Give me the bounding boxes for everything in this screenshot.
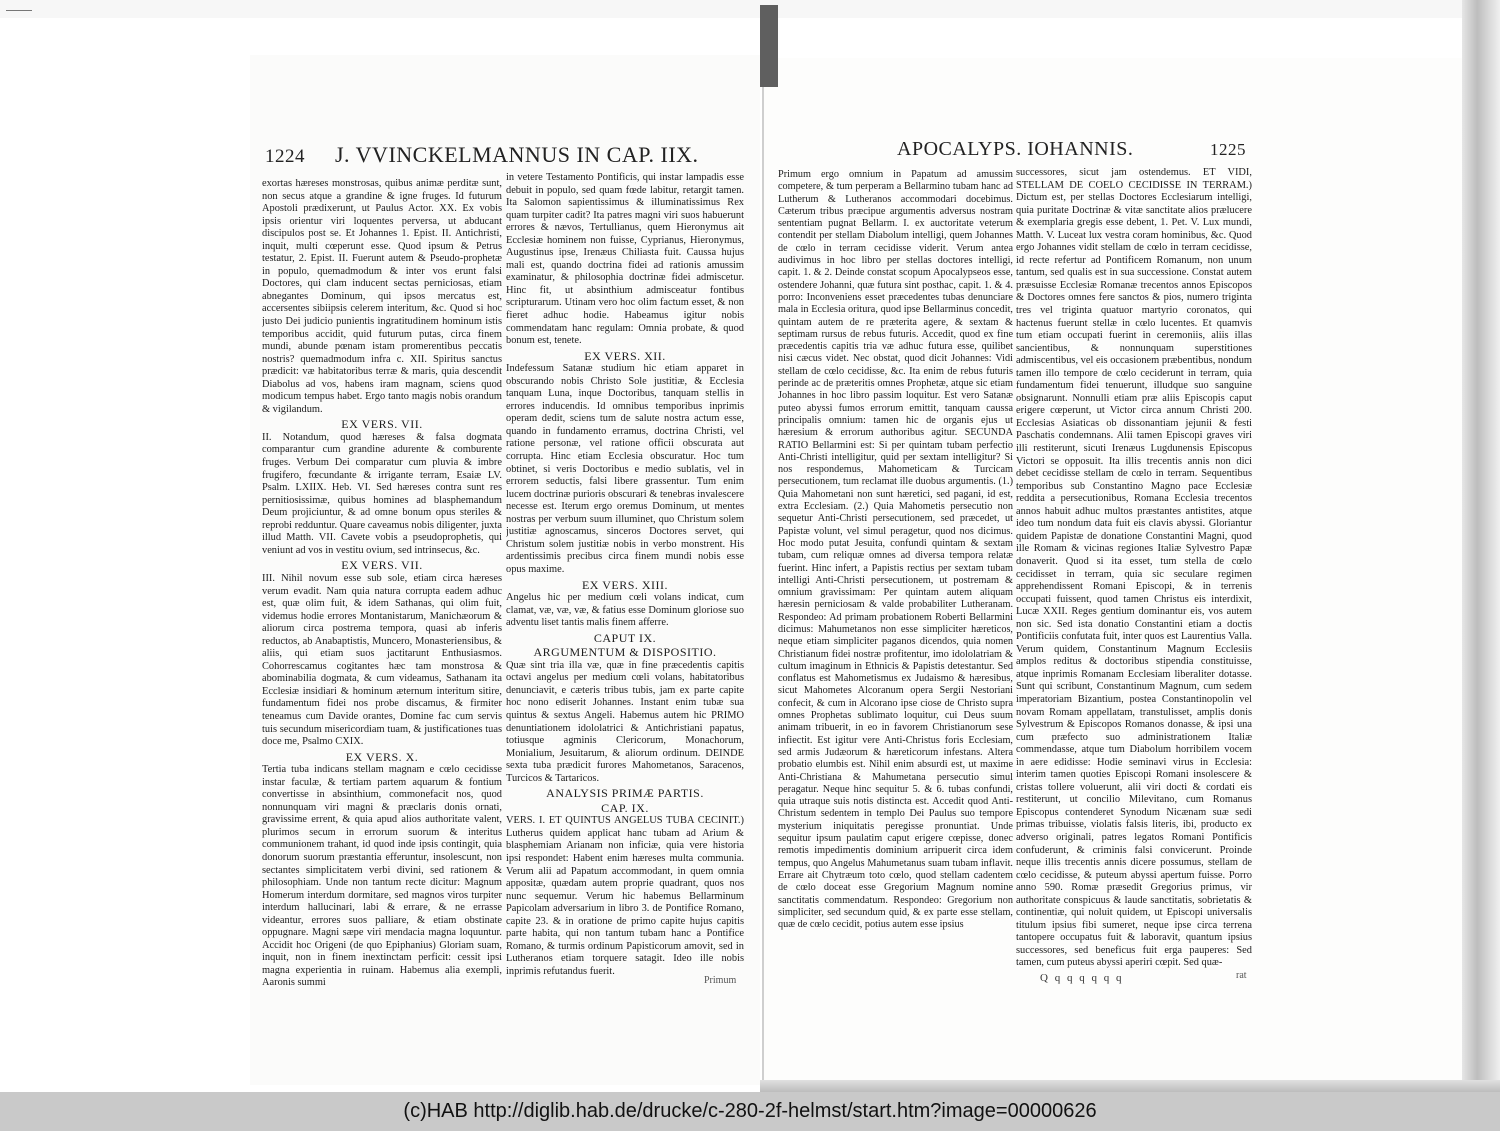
copyright-footer: [0, 1092, 1500, 1131]
paragraph: in vetere Testamento Pontificis, qui instar lampadis esse debuit in populo, sed quam fœde labitur, retargit tamen. Ita Salomon sapientissimus & illuminatissimus Rex quam turpiter cadit? Ita patres magni viri suos habuerunt errores & nævos, Tertullianus, quem Hieronymus ait Ecclesiæ hominem non fuisse, Cyprianus, Hieronymus, Augustinus ipse, Irenæus Chiliasta fuit. Caussa hujus mali est, quando doctrina fidei ad rationis amussim examinatur, & philosophia doctrinæ fidei admiscetur. Hinc fit, ut absinthium admisceatur fontibus scripturarum. Utinam vero hoc olim factum esset, & non fieret adhuc hodie. Habeamus igitur nobis commendatam hanc regulam: Omnia probate, & quod bonum est, tenete.: [506, 172, 744, 347]
paragraph: Primum ergo omnium in Papatum ad amussim competere, & tum perperam a Bellarmino tubam hanc ad Lutherum & Lutheranos accommodari docebimus. Cæterum tribus præcipue argumentis adversus nostram sententiam pugnat Bellarm. I. ex auctoritate veterum contendit per stellam Diabolum intelligi, quem Johannes de cœlo in terram cecidisse viderit. Verum antea audivimus in hoc libro per stellas doctores intelligi, capit. 1. & 2. Deinde constat scopum Apocalypseos esse, ostendere Johanni, quæ futura sint posthac, capit. 1. & 4. porro: Inconveniens esset præcedentes tubas denunciare mala in Ecclesia oritura, quod ipse Bellarminus concedit, quintam autem de re præterita agere, & sextam & septimam rursus de rebus futuris. Accedit, quod ex fine præcedentis capitis tria væ adhuc futura esse, quilibet nisi cæcus videt. Nec obstat, quod dicit Johannes: Vidi stellam de cœlo cecidisse, &c. Ita enim de rebus futuris perinde ac de præteritis omnes Prophetæ, atque sic etiam Johannes in hoc libro passim loquitur. Est vero Satanæ puteo abyssi fumos errorum emittit, tanquam caussa principalis omnium: tamen hic de organis ejus ut hæresium & errorum authoribus agitur. SECUNDA RATIO Bellarmini est: Si per quintam tubam perfectio Anti-Christi intelligitur, quid per sextam intelligitur? Si nos respondemus, Mahometicam & Turcicam persecutionem, tum reclamat ille duobus argumentis. (1.) Quia Mahometani non sunt hæretici, sed pagani, id est, extra Ecclesiam. (2.) Quia Mahometis persecutio non sequetur Anti-Christi persecutionem, sed præcedet, ut Papistæ volunt, vel simul peragetur, quod nos dicimus. Hoc modo putat Jesuita, confundi quintam & sextam tubam, cum reliquæ omnes ad diversa tempora relatæ fuerint. Hinc infert, a Papistis rectius per sextam tubam intelligi Anti-Christi persecutionem, ut postremam & omnium gravissimam: Per quintam autem aliquam hæresin perniciosam & valde probabiliter Lutheranam. Respondeo: Ad primam probationem Roberti Bellarmini dicimus: Mahumetanos non esse simpliciter hæreticos, neque etiam simpliciter paganos dicendos, quia nomen Christianum fidei nostræ profitentur, imo idololatriam & cultum imaginum in Ethnicis & Papistis detestantur. Sed conflatus est Mahometismus ex Judaismo & hæresibus, sicut Mahometes Alcoranum opera Sergii Nestoriani confecit, & cum in Alcorano ipse ciose de Christo supra omnes Prophetas sublimato loquitur, cui Deus suum animam tribuerit, in eo in favorem Christianorum sese infiectit. Est igitur vere Anti-Christus foris Ecclesiam, sed armis Judæorum & hæreticorum infestans. Altera probatio elumbis est. Nihil enim absurdi est, ut maxime Anti-Christiana & Mahumetana persecutio simul peragatur. Neque hinc sequitur 5. & 6. tubas confundi, quia utraque suis notis distincta est. Accedit quod Anti-Christum sedentem in templo Dei Paulus suo tempore mysterium iniquitatis peregisse pronuntiat. Unde sequitur ipsum paulatim caput erigere cœpisse, donec remotis impedimentis dominium arripuerit circa idem tempus, quo Angelus Mahumetanus suam tubam inflavit. Errare ait Chytræum toto cœlo, quod stellam cadentem de cœlo doceat esse Gregorium Magnum nomine sanctitatis commendatum. Respondeo: Gregorium non simpliciter, sed secundum quid, & ex parte esse stellam, quæ de cœlo cecidit, potius autem esse ipsius: [778, 169, 1013, 931]
footer-text: (c)HAB http://diglib.hab.de/drucke/c-280-2f-helmst/start.htm?image=00000626: [403, 1100, 1097, 1122]
section-heading: EX VERS. X.: [345, 749, 419, 764]
paragraph: Tertia tuba indicans stellam magnam e cœlo cecidisse instar faculæ, & tertiam partem aquarum & fontium convertisse in absinthium, commonefacit nos, quod nonnunquam viri magni & præclaris donis ornati, gravissime errent, & quia apud alios authoritate valent, plurimos secum in errorum suorum & interitus communionem trahant, id quod inde ipsis contingit, quia donorum suorum præstantia efferuntur, insolescunt, non sectantes simplicitatem verbi divini, sed rationem & philosophiam. Unde non tantum recte dicitur: Magnum Homerum interdum dormitare, sed magnos viros turpiter interdum hallucinari, labi & errare, & ne errasse videantur, errores suos palliare, & etiam obstinate oppugnare. Magni sæpe viri mendacia magna loquuntur. Accidit hoc Origeni (de quo Epiphanius) Gloriam suam, inquit, non in finem inextinctam perficit: cessit ipsi magna experientia in ruinam. Habemus alia exempli, Aaronis summi: [262, 764, 502, 989]
left-column-2: [506, 172, 744, 977]
section-heading: EX VERS. XIII.: [581, 577, 669, 592]
right-column-1: [778, 169, 1013, 969]
paragraph: II. Notandum, quod hæreses & falsa dogmata comparantur cum grandine adurente & comburente fruges. Verbum Dei comparatur cum pluvia & imbre frugifero, fœcundante & irrigante terram, Esaiæ LV. Psalm. LXIIX. Heb. VI. Sed hæreses contra sunt res pernitiosissimæ, quibus homines ad blasphemandum Deum projiciuntur, & ad omne bonum opus steriles & reprobi redduntur. Quare caveamus nobis diligenter, juxta illud Matth. VII. Cavete vobis a pseudoprophetis, qui veniunt ad vos in vestitu ovium, sed intrinsecus, &c.: [262, 431, 502, 556]
paragraph: Angelus hic per medium cœli volans indicat, cum clamat, væ, væ, væ, & fatius esse Dominum gloriose suo adventu liset tantis malis finem afferre.: [506, 592, 744, 629]
section-heading: CAP. IX.: [601, 800, 649, 815]
paragraph: VERS. I. ET QUINTUS ANGELUS TUBA CECINIT.) Lutherus quidem applicat hanc tubam ad Arium & blasphemiam Arianam non inficiæ, quia vere historia ipsi respondet: Habent enim hæreses multa communia. Verum alii ad Papatum accommodant, in quem omnia appositæ, quædam autem proprie quadrant, quos nos nunc sequemur. Verum hic habemus Bellarminum Papicolam adversarium in libro 3. de Pontifice Romano, capite 23. & in oratione de primo capite hujus capitis parte habita, qui non tantum tubam hanc a Pontifice Romano, & turmis ordinum Papisticorum amovit, sed in Lutheranos etiam torquere satagit. Ideo ille nobis inprimis refutandus fuerit.: [506, 815, 744, 977]
section-heading: ARGUMENTUM & DISPOSITIO.: [533, 645, 717, 660]
right-running-head: APOCALYPS. IOHANNIS.: [897, 138, 1134, 160]
paragraph: successores, sicut jam ostendemus. ET VIDI, STELLAM DE COELO CECIDISSE IN TERRAM.) Dictum est, per stellas Doctores Ecclesiarum intelligi, quia puritate Doctrinæ & vitæ sanctitate alios prælucere & exemplaria gregis esse debent, 1. Pet. V. Lux mundi, Matth. V. Luceat lux vestra coram hominibus, &c. Quod ergo Johannes vidit stellam de cœlo in terram cecidisse, id recte refertur ad Pontificem Romanum, non unum tantum, sed qualis est in sua successione. Constat autem præsuisse Ecclesiæ Romanæ trecentos annos Episcopos & Doctores omnes fere sanctos & pios, numero triginta tres vel triginta quatuor martyrio coronatos, qui hactenus fuerunt stellæ in cœlo lucentes. Et quamvis tum etiam occupati fuerint in ceremoniis, aliis illas sancientibus, & nonnunquam superstitiones admiscentibus, vel eis occasionem præbentibus, nondum tamen illo tempore de cœlo ceciderunt in terram, quia fundamentum fidei tenuerunt, illudque suo sanguine obsignarunt. Nonnulli etiam præ aliis Episcopis caput erigere cœperunt, ut Victor circa annum Christi 200. Ecclesias Asiaticas ob dissonantiam jejunii & festi Paschatis condemnans. Alii tamen Episcopi graves viri illi restiterunt, sicuti Irenæus Lugdunensis Episcopus Victori se opposuit. Ita illis trecentis annis non dici debet cecidisse stellam de cœlo in terram. Sequentibus temporibus sub Constantino Magno pace Ecclesiæ reddita a persecutionibus, Romana Ecclesia trecentos annos habuit adhuc multos præstantes antistites, atque ideo tum nondum data fuit eis clavis abyssi. Gloriantur quidem Papistæ de donatione Constantini Magni, quod ille Romam & vicinas regiones Italiæ Sylvestro Papæ donaverit. Quod si ita esset, tum stella de cœlo cecidisset in terram, quia sic seculare regimen apprehendissent Romani Episcopi, & in terrenis occupati fuissent, quod tamen Christus eis interdixit, Lucæ XXII. Reges gentium dominantur eis, vos autem non sic. Sed ista donatio Constantini etiam a doctis Pontificiis confutata fuit, inter quos est Laurentius Valla. Verum quidem, Constantinum Magnum Ecclesiis amplos reditus & doctoribus stipendia constituisse, atque inprimis Romanam Ecclesiam liberaliter dotasse. Sunt qui scribunt, Constantinum Magnum, cum sedem imperatoriam Bizantium, postea Constantinopolin vel novam Romam appellatam, transtulisset, amplis donis Sylvestrum & Episcopos Romanos donasse, & ipsi una cum præfecto suo administrationem Italiæ commendasse, atque tum Diabolum horribilem vocem in aere edidisse: Hodie seminavi virus in Ecclesia: interim tamen quoties Episcopi Romani insolescere & cristas tollere voluerunt, alii viri docti & cordati eis restiterunt, ut concilio Milevitano, cum Romanus Episcopus contenderet Synodum Nicænam suæ sedi primas tribuisse, violatis falsis literis, ibi, producto ex adverso originali, patres legatos Romani Pontificis confuderunt, & criminis falsi convicerunt. Proinde neque illis trecentis annis dicere possumus, stellam de cœlo cecidisse, & puteum abyssi apertum fuisse. Porro anno 590. Romæ præsedit Gregorius primus, vir authoritate conspicuus & laude sanctitatis, sobrietatis & continentiæ, qui noluit quidem, ut Episcopi universalis titulum ipsius fibi sumeret, neque ipse circa terrena tantopere occupatus fuit & laboravit, quantum ipsius successores, sed beneficus fuit erga pauperes: Sed tamen, cum puteus abyssi aperiri cœpit. Sed quæ-: [1016, 167, 1252, 969]
section-heading: EX VERS. XII.: [584, 348, 666, 363]
section-heading: EX VERS. VII.: [341, 558, 423, 573]
scan-top-margin: [0, 0, 1500, 18]
left-catchword: Primum: [704, 975, 737, 986]
left-column-1: [262, 178, 502, 993]
signature-mark: Q q q q q q q: [1040, 972, 1124, 984]
page-bottom-shadow: [760, 1080, 1500, 1092]
paragraph: exortas hæreses monstrosas, quibus animæ perditæ sunt, non secus atque a grandine & igne fruges. Id futurum Apostoli prædixerunt, ut Paulus Actor. XX. Ex vobis ipsis orientur viri loquentes perversa, ut abducant discipulos post se. Et Johannes 1. Epist. II. Antichristi, inquit, multi cœperunt esse. Quod ipsum & Petrus testatur, 2. Epist. II. Fuerunt autem & Pseudo-prophetæ in populo, quemadmodum & inter vos erunt falsi Doctores, qui clam inducent sectas perniciosas, etiam abnegantes Dominum, qui ipsos mercatus est, accersentes sibiipsis celerem interitum, &c. Quod si hoc justo Dei judicio punientis ingratitudinem hominum istis temporibus accidit, quid futurum putas, circa finem mundi, abunde pœnam istam promerentibus peccatis nostris? quemadmodum infra c. XII. Spiritus sanctus prædicit: væ habitatoribus terræ & maris, quia descendit Diabolus ad vos, habens iram magnam, sciens quod modicum tempus habet. Ergo tanto magis nobis orandum & vigilandum.: [262, 178, 502, 415]
scan-mark: [6, 10, 32, 11]
right-page-number: 1225: [1210, 140, 1246, 159]
paragraph: Quæ sint tria illa væ, quæ in fine præcedentis capitis octavi angelus per medium cœli volans, habitatoribus denunciavit, e cæteris tribus tubis, jam ex parte capite hoc nono ediserit Johannes. Instant enim tubæ sua quintus & sextus Angeli. Habemus autem hic PRIMO denuntiationem idololatrici & Antichristiani papatus, totiusque agminis Clericorum, Monachorum, Monialium, Jesuitarum, & aliorum ordinum. DEINDE sexta tuba prædicit furores Mahometanos, Saracenos, Turcicos & Tartaricos.: [506, 659, 744, 784]
right-column-2: [1016, 167, 1252, 970]
right-catchword: rat: [1236, 970, 1247, 981]
paragraph: III. Nihil novum esse sub sole, etiam circa hæreses verum evadit. Nam quia natura corrupta eadem adhuc est, quæ olim fuit, & idem Sathanas, qui olim fuit, videmus hodie errores Montanistarum, Manichæorum & aliorum circa postrema tempora, quasi ab inferis reductos, ab Anabaptistis, Muncero, Monasteriensibus, & aliis, qui etiam suos jactitarunt Enthusiasmos. Cohorrescamus cogitantes hæc tam monstrosa & abominabilia dogmata, & cum videamus, Sathanam ita Ecclesiæ insidiari & hominum æternum interitum sitire, fundamentum fidei nos probe discamus, & firmiter teneamus cum Davide orantes, Domine fac cum servis tuis secundum misericordiam tuam, & justificationes tuas doce me, Psalmo CXIX.: [262, 572, 502, 748]
paragraph: Indefessum Satanæ studium hic etiam apparet in obscurando nobis Christo Sole justitiæ, & Ecclesia tanquam Luna, inque Doctoribus, tanquam stellis in errores inducendis. Id omnibus temporibus inprimis operam dedit, sciens tum de salute nostra actum esse, quando in fundamento erramus, doctrina Christi, vel ratione personæ, vel ratione officii obscurata aut corrupta. Hinc etiam Ecclesia obscuratur. Hoc tum obtinet, si veris Doctoribus e medio sublatis, vel in errorem seductis, falsi libere grassentur. Tum enim lucem doctrinæ purioris obscurari & tenebras invalescere necesse est. Iterum ergo oremus Dominum, ut mentes nostras per verbum suum illuminet, quo Christum solem justitiæ agnoscamus, sinceros Doctores servet, qui Christum solem justitiæ nobis in verbo monstrent. His ardentissimis precibus circa finem mundi nobis esse opus maxime.: [506, 363, 744, 575]
section-heading: ANALYSIS PRIMÆ PARTIS.: [546, 786, 704, 801]
left-running-head: J. VVINCKELMANNUS IN CAP. IIX.: [335, 142, 699, 167]
left-page-number: 1224: [265, 146, 305, 167]
page-edge-shadow: [1462, 0, 1500, 1092]
gutter-shadow: [760, 5, 778, 87]
section-heading: CAPUT IX.: [593, 630, 657, 645]
section-heading: EX VERS. VII.: [341, 417, 423, 432]
